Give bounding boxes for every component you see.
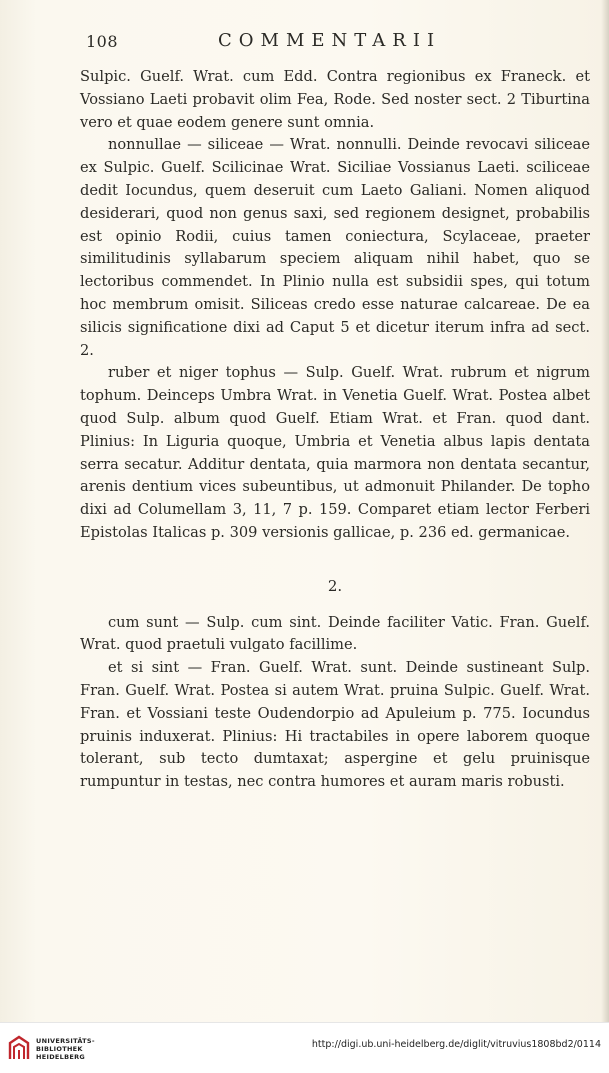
commentary-text xyxy=(80,66,590,794)
library-logo[interactable] xyxy=(8,1033,128,1065)
section-number: 2. xyxy=(327,576,343,595)
logo-line-3: HEIDELBERG xyxy=(36,1053,86,1061)
paragraph-3: ruber et niger tophus — Sulp. Guelf. Wrat. rubrum et nigrum tophum. Deinceps Umbra Wrat. in Venetia Guelf. Wrat. Postea albet quod Sulp. album quod Guelf. Etiam Wrat. et Fran. quod dant. Plinius: In Liguria quoque, Umbria et Venetia albus lapis dentata serra secatur. Additur dentata, quia marmora non dentata secantur, arenis dentium vices subeuntibus, ut admonuit Philander. De topho dixi ad Columellam 3, 11, 7 p. 159. Comparet etiam lector Ferberi Epistolas Italicas p. 309 versionis gallicae, p. 236 ed. germanicae. xyxy=(80,364,590,541)
page-edge-shadow xyxy=(601,0,609,1022)
paragraph-5: et si sint — Fran. Guelf. Wrat. sunt. Deinde sustineant Sulp. Fran. Guelf. Wrat. Postea si autem Wrat. pruina Sulpic. Guelf. Wrat. Fran. et Vossiani teste Oudendorpio ad Apuleium p. 775. Iocundus pruinis induxerat. Plinius: Hi tractabiles in opere laborem quoque tolerant, sub tecto dumtaxat; aspergine et gelu pruinisque rumpuntur in testas, nec contra humores et auram maris robusti. xyxy=(80,659,590,791)
paragraph-1: Sulpic. Guelf. Wrat. cum Edd. Contra regionibus ex Franeck. et Vossiano Laeti probavit olim Fea, Rode. Sed noster sect. 2 Tiburtina vero et quae eodem genere sunt omnia. xyxy=(80,68,590,131)
running-title: COMMENTARII xyxy=(218,30,442,51)
paragraph-4: cum sunt — Sulp. cum sint. Deinde faciliter Vatic. Fran. Guelf. Wrat. quod praetuli vulgato facillime. xyxy=(80,613,590,654)
library-logo-icon xyxy=(8,1035,30,1061)
page-header xyxy=(86,30,566,56)
page-number: 108 xyxy=(86,32,119,51)
logo-line-2: BIBLIOTHEK xyxy=(36,1045,83,1053)
paragraph-2: nonnullae — siliceae — Wrat. nonnulli. Deinde revocavi siliceae ex Sulpic. Guelf. Scilicinae Wrat. Siciliae Vossianus Laeti. sciliceae dedit Iocundus, quem deseruit cum Laeto Galiani. Nomen aliquod desiderari, quod non genus saxi, sed regionem designet, probabilis est opinio Rodii, cuius tamen coniectura, Scylaceae, praeter similitudinis syllabarum speciem aliquam nihil habet, quo se lectoribus commendet. In Plinio nulla est subsidii spes, qui totum hoc membrum omisit. Siliceas credo esse naturae calcareae. De ea silicis significatione dixi ad Caput 5 et dicetur iterum infra ad sect. 2. xyxy=(80,136,590,359)
permalink-url[interactable]: http://digi.ub.uni-heidelberg.de/diglit/vitruvius1808bd2/0114 xyxy=(311,1039,601,1050)
logo-line-1: UNIVERSITÄTS- xyxy=(36,1037,95,1045)
library-logo-text xyxy=(36,1037,95,1061)
viewer-footer xyxy=(0,1022,609,1073)
